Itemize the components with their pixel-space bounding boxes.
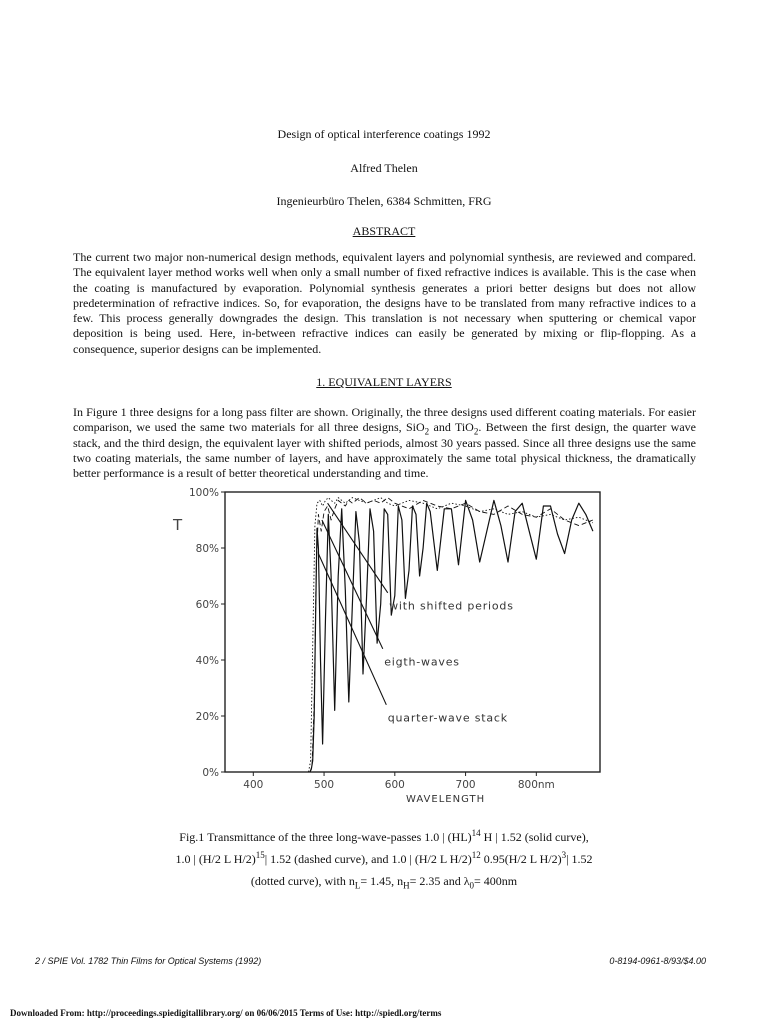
superscript: 3 [561,850,567,860]
footer-isbn: 0-8194-0961-8/93/$4.00 [609,956,706,966]
annotation-label: eigth-waves [384,655,460,669]
superscript: 14 [471,828,481,838]
figure-caption-line-2 [100,848,668,870]
superscript: 15 [255,850,265,860]
section-heading: 1. EQUIVALENT LAYERS [316,375,452,389]
y-tick-label: 40% [195,655,219,667]
y-tick-label: 80% [195,543,219,555]
x-tick-label: 800nm [517,779,555,791]
abstract-text: The current two major non-numerical design methods, equivalent layers and polynomial synthesis, are reviewed and compared. The equivalent layer method works well when only a small number of fixed refractive indices is available. This is the case when the coating is manufactured by evaporation. Polynomial synthesis generates a priori better designs but does not allow predetermination of refractive indices. So, for evaporation, the designs have to be translated from many refractive indices to a few. This process generally downgrades the design. This translation is not necessary when sputtering or chemical vapor deposition is being used. Here, in-between refractive indices can easily be generated by mixing or flip-flopping. As a consequence, superior designs can be implemented. [73,250,696,356]
y-tick-label: 60% [195,599,219,611]
caption-text: = 1.45, n [360,874,404,888]
caption-text: Fig.1 Transmittance of the three long-wave-passes 1.0 | (HL) [179,830,472,844]
y-tick-label: 0% [202,767,219,779]
x-axis-label: WAVELENGTH [406,794,486,805]
caption-text: 1.0 | (H/2 L H/2) [175,852,256,866]
x-tick-label: 500 [314,779,335,791]
section-text-a: In Figure 1 three designs for a long pass filter are shown. Originally, the three designs used different coating materials. For easier comparison, we used the same two materials for all three designs, SiO [73,405,696,435]
series-line-solid [310,500,593,772]
footer-citation: 2 / SPIE Vol. 1782 Thin Films for Optical Systems (1992) [35,956,262,966]
caption-text: H | 1.52 (solid curve), [480,830,589,844]
x-tick-label: 400 [243,779,264,791]
transmittance-chart [150,482,620,812]
subscript: 2 [424,426,430,437]
caption-text: (dotted curve), with n [250,874,355,888]
plot-frame [225,492,600,772]
subscript: L [354,880,361,891]
annotation-label: with shifted periods [389,599,514,613]
y-tick-label: 100% [188,487,219,499]
y-tick-label: 20% [195,711,219,723]
section-text-b: and TiO [429,420,474,435]
x-tick-label: 600 [384,779,405,791]
caption-text: = 2.35 and λ [409,874,470,888]
section-text-c: . Between the first design, the quarter wave stack, and the third design, the equivalent layer with shifted periods, almost 30 years passed. Since all three designs use the same two coating materials, the same number of layers, and have approximately the same total physical thickness, the dramatically better performance is a result of better theoretical understanding and time. [73,420,696,481]
download-notice: Downloaded From: http://proceedings.spiedigitallibrary.org/ on 06/06/2015 Terms of Use: http://spiedl.org/terms [10,1008,442,1018]
superscript: 12 [471,850,481,860]
caption-text: | 1.52 [566,852,593,866]
annotation-pointer [328,503,388,593]
section-paragraph [73,405,696,481]
subscript: H [403,880,410,891]
x-tick-label: 700 [455,779,476,791]
series-line-dashed [310,498,593,772]
author-name: Alfred Thelen [350,161,418,175]
figure-caption-line-3 [100,870,668,892]
subscript: 2 [473,426,479,437]
caption-text: = 400nm [474,874,518,888]
annotation-label: quarter-wave stack [387,711,508,725]
x-axis-tick-labels [243,779,555,791]
abstract-heading: ABSTRACT [352,224,416,238]
y-axis-label: T [173,516,183,534]
annotation-group [318,503,513,724]
author-affiliation: Ingenieurbüro Thelen, 6384 Schmitten, FRG [276,194,492,208]
y-axis-tick-labels [189,487,219,779]
caption-text: 0.95(H/2 L H/2) [480,852,562,866]
axis-ticks [221,492,536,776]
subscript: 0 [469,880,475,891]
paper-title: Design of optical interference coatings 1992 [277,127,491,141]
caption-text: | 1.52 (dashed curve), and 1.0 | (H/2 L H/2) [264,852,472,866]
figure-caption-line-1 [100,826,668,848]
